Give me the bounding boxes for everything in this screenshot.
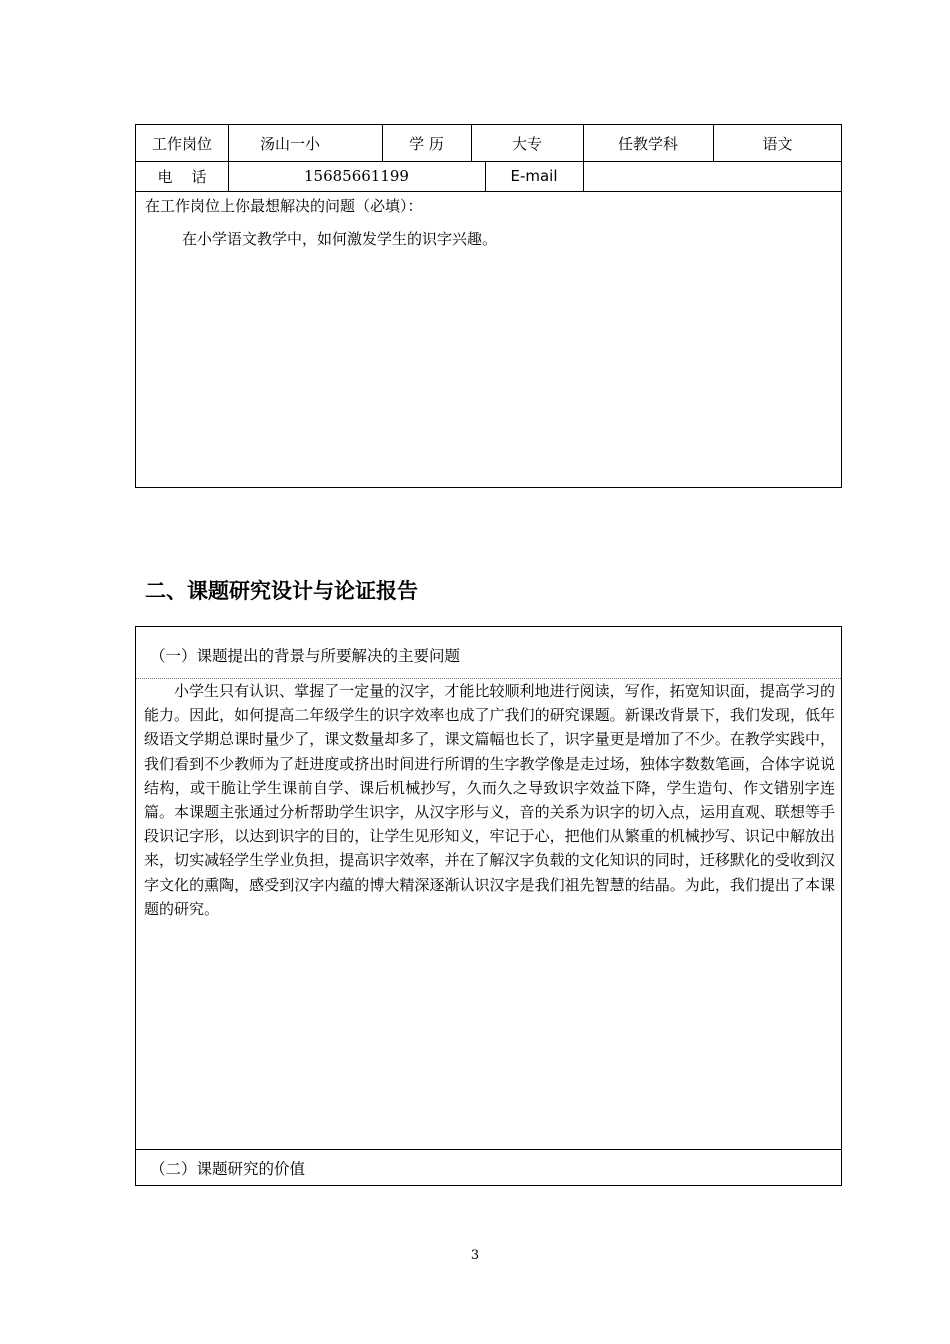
subsection-1-title: （一）课题提出的背景与所要解决的主要问题	[150, 647, 461, 665]
divider	[583, 125, 584, 161]
position-label: 工作岗位	[151, 134, 212, 153]
divider	[471, 125, 472, 161]
email-value	[583, 161, 842, 191]
divider	[228, 161, 229, 191]
divider	[583, 161, 584, 191]
education-label: 学 历	[409, 134, 444, 153]
subsection-2-row	[136, 1149, 841, 1178]
problem-area	[136, 192, 841, 487]
email-label: E-mail	[510, 167, 558, 185]
phone-value: 15685661199	[304, 167, 409, 185]
subject-label: 任教学科	[617, 134, 678, 153]
subsection-1-body: 小学生只有认识、掌握了一定量的汉字，才能比较顺利地进行阅读，写作，拓宽知识面，提高学习的能力。因此，如何提高二年级学生的识字效率也成了广我们的研究课题。新课改背景下，我们发现，低年级语文学期总课时量少了，课文数量却多了，课文篇幅也长了，识字量更是增加了不少。在教学实践中，我们看到不少教师为了赶进度或挤出时间进行所谓的生字教学像是走过场，独体字数数笔画，合体字说说结构，或干脆让学生课前自学、课后机械抄写，久而久之导致识字效益下降，学生造句、作文错别字连篇。本课题主张通过分析帮助学生识字，从汉字形与义，音的关系为识字的切入点，运用直观、联想等手段识记字形，以达到识字的目的，让学生见形知义，牢记于心，把他们从繁重的机械抄写、识记中解放出来，切实减轻学生学业负担，提高识字效率，并在了解汉字负载的文化知识的同时，迁移默化的受收到汉字文化的熏陶，感受到汉字内蕴的博大精深逐渐认识汉字是我们祖先智慧的结晶。为此，我们提出了本课题的研究。	[144, 682, 835, 918]
subsection-2-title: （二）课题研究的价值	[150, 1160, 306, 1178]
report-table	[135, 626, 842, 1186]
problem-label: 在工作岗位上你最想解决的问题（必填）：	[145, 197, 423, 215]
position-value: 汤山一小	[260, 134, 321, 153]
section-heading: 二、课题研究设计与论证报告	[145, 579, 418, 603]
phone-label: 电 话	[157, 167, 207, 186]
subject-value: 语文	[762, 134, 793, 153]
info-row-2	[136, 161, 841, 192]
divider	[228, 125, 229, 161]
info-row-1	[136, 125, 841, 162]
problem-answer: 在小学语文教学中，如何激发学生的识字兴趣。	[182, 230, 498, 248]
divider	[382, 125, 383, 161]
divider	[713, 125, 714, 161]
info-table	[135, 124, 842, 488]
page-number: 3	[470, 1248, 480, 1263]
divider	[485, 161, 486, 191]
education-value: 大专	[511, 134, 542, 153]
